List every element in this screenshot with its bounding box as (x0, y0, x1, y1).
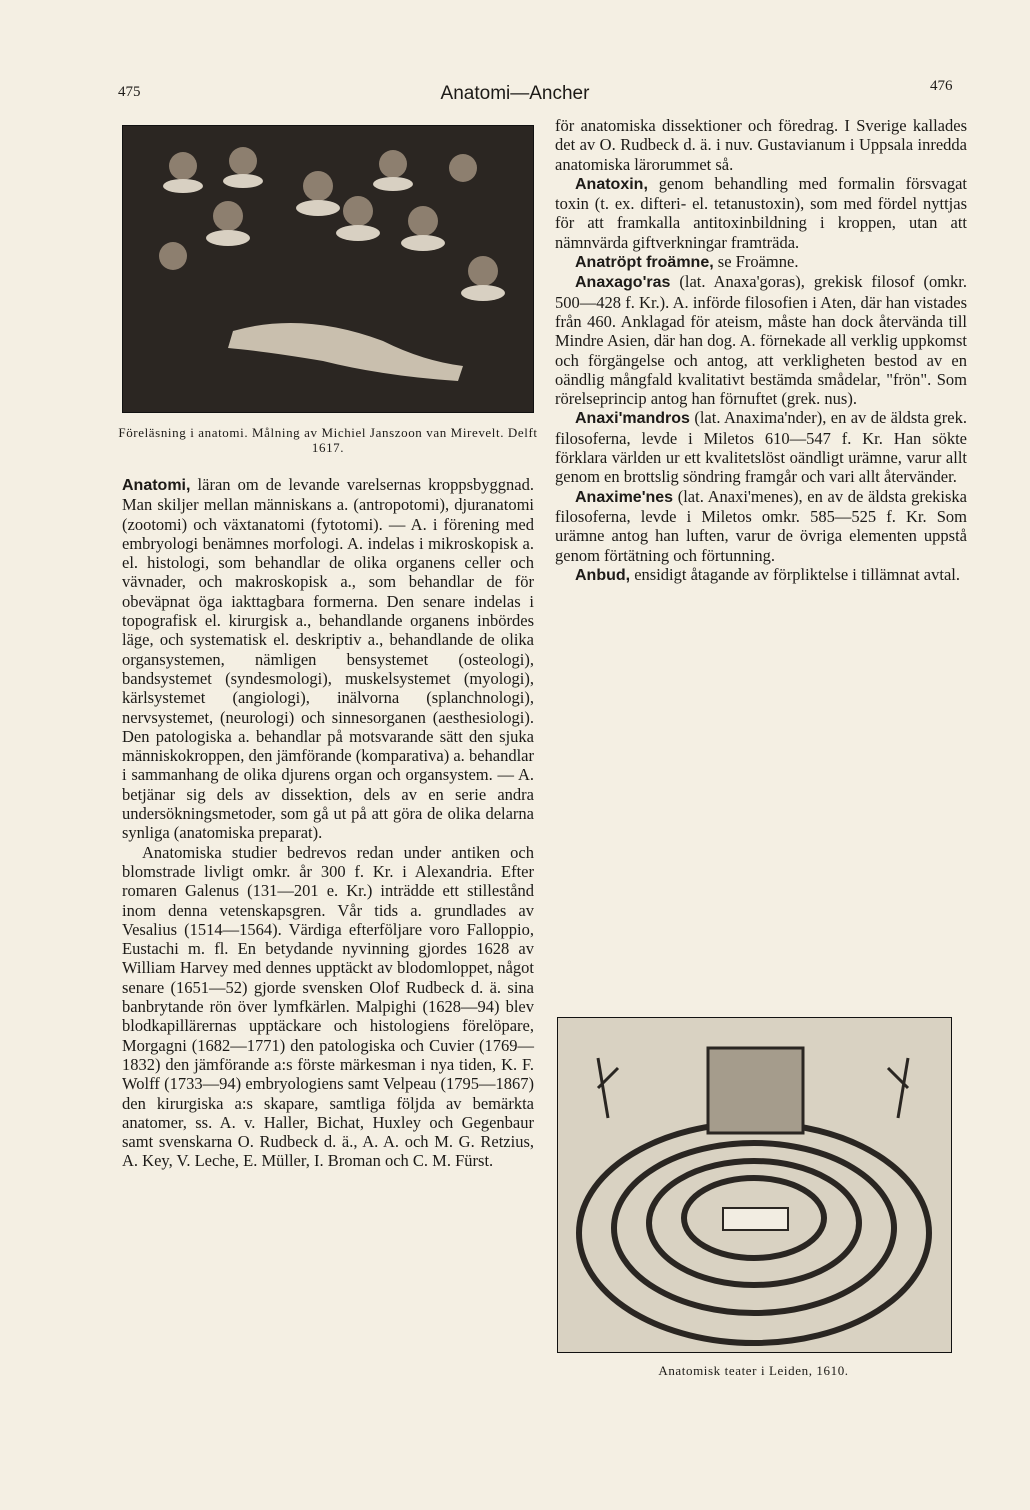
running-head: Anatomi—Ancher (440, 83, 590, 104)
entry-text: läran om de levande varelsernas kroppsbyggnad. Man skiljer mellan människans a. (antropotomi), djuranatomi (zootomi) och växtanatomi (fytotomi). — A. i förening med embryologi benämnes morfologi. A. indelas i mikroskopisk a. el. histologi, som behandlar de olika organens celler och vävnader, och makroskopisk a., som behandlar de för obeväpnat öga iakttagbara formerna. Den senare indelas i topografisk el. kirurgisk a., behandlande organens inbördes läge, och systematisk el. deskriptiv a., behandlande de olika organsystemen, nämligen bensystemet (osteologi), bandsystemet (syndesmologi), muskelsystemet (myologi), kärlsystemet (angiologi), inälvorna (splanchnologi), nervsystemet, (neurologi) och sinnesorganen (aesthesiologi). Den patologiska a. behandlar på motsvarande sätt den sjuka människokroppen, den jämförande (komparativa) a. behandlar i sammanhang de olika djurens organ och organsystem. — A. betjänar sig dels av dissektion, dels av en serie andra undersökningsmetoder, som gå ut på att göra de olika delarna synliga (anatomiska preparat). (122, 475, 534, 843)
figure-caption-right: Anatomisk teater i Leiden, 1610. (658, 1363, 849, 1378)
page-number-right: 476 (930, 78, 953, 94)
entry-anatomi-history (122, 843, 534, 1171)
figure-caption-left: Föreläsning i anatomi. Målning av Michiel Janszoon van Mirevelt. Delft 1617. (118, 425, 538, 455)
entry-anatropt (555, 252, 967, 272)
entry-anbud (555, 565, 967, 585)
entry-text: (lat. Anaxi'menes), en av de äldsta grekiska filosoferna, levde i Miletos omkr. 585—525 f. Kr. Som urämne antog han luften, varur de övriga elementen uppstå genom förtätning och förtunning. (555, 486, 967, 565)
painting-illustration (123, 126, 533, 412)
headword: Anatröpt froämne, (575, 254, 714, 272)
headword: Anaxi'mandros (575, 410, 690, 428)
page-number-left: 475 (118, 84, 141, 100)
entry-text: genom behandling med formalin försvagat toxin (t. ex. difteri- el. tetanustoxin), som med fördel nyttjas för att framkalla antitoxinbildning i kroppen, utan att nämnvärda giftverkningar framträda. (555, 173, 967, 252)
left-text-column (122, 475, 534, 1171)
headword: Anbud, (575, 566, 631, 584)
entry-text: se Froämne. (713, 252, 799, 272)
anatomical-theatre-engraving (557, 1017, 952, 1353)
entry-text: Anatomiska studier bedrevos redan under antiken och blomstrade livligt omkr. år 300 f. Kr. i Alexandria. Efter romaren Galenus (131—201 e. Kr.) inträdde ett stillestånd inom denna vetenskapsgren. Vår tids a. grundlades av Vesalius (1514—1564). Värdiga efterföljare voro Falloppio, Eustachi m. fl. En betydande nyvinning gjordes 1628 av William Harvey med dennes upptäckt av blodomloppet, något senare (1651—52) gjorde svensken Olof Rudbeck d. ä. sina banbrytande rön över lymfkärlen. Malpighi (1628—94) blev blodkapillärernas upptäckare och histologiens förelöpare, Morgagni (1682—1771) den patologiska och Cuvier (1769—1832) den jämförande a:s förste märkesman i nya tiden, K. F. Wolff (1733—94) embryologiens samt Velpeau (1795—1867) den kirurgiska a:s skapare, samtliga följda av bemärkta anatomer, ss. A. v. Haller, Bichat, Huxley och Gegenbaur samt svenskarna O. Rudbeck d. ä., A. A. och M. G. Retzius, A. Key, V. Leche, E. Müller, I. Broman och C. M. Fürst. (122, 842, 534, 1171)
entry-anaximenes (555, 487, 967, 565)
entry-text: ensidigt åtagande av förpliktelse i tillämnat avtal. (630, 564, 960, 584)
anatomy-lesson-painting (122, 125, 534, 413)
entry-anatomi (122, 475, 534, 843)
entry-text: (lat. Anaxima'nder), en av de äldsta grek. filosoferna, levde i Miletos 610—547 f. Kr. Han sökte förklara världen ur ett kvalitetslöst oändligt urämne, varur allt genom en brottslig söndring framgår och vari allt återvänder. (555, 408, 967, 487)
entry-continuation (555, 116, 967, 174)
entry-anatoxin (555, 174, 967, 252)
headword: Anatomi, (122, 477, 191, 494)
entry-anaximandros (555, 408, 967, 486)
right-text-column (555, 116, 967, 585)
headword: Anaxime'nes (575, 488, 674, 506)
entry-text: för anatomiska dissektioner och föredrag. I Sverige kallades det av O. Rudbeck d. ä. i nuv. Gustavianum i Uppsala inredda anatomiska lärorummet så. (555, 116, 967, 174)
theatre-illustration (558, 1018, 951, 1352)
headword: Anaxago'ras (575, 274, 671, 292)
entry-text: (lat. Anaxa'goras), grekisk filosof (omkr. 500—428 f. Kr.). A. införde filosofien i Aten, där han vistades från 460. Anklagad för ateism, måste han dock återvända till Mindre Asien, där han dog. A. förnekade all verklig uppkomst och förgängelse och antog, att verkligheten bestod av en oändlig mångfald kvalitativt bestämda smådelar, "frön". Som rörelseprincip antog han förnuftet (grek. nus). (555, 272, 967, 409)
headword: Anatoxin, (575, 175, 648, 193)
entry-anaxagoras (555, 272, 967, 408)
